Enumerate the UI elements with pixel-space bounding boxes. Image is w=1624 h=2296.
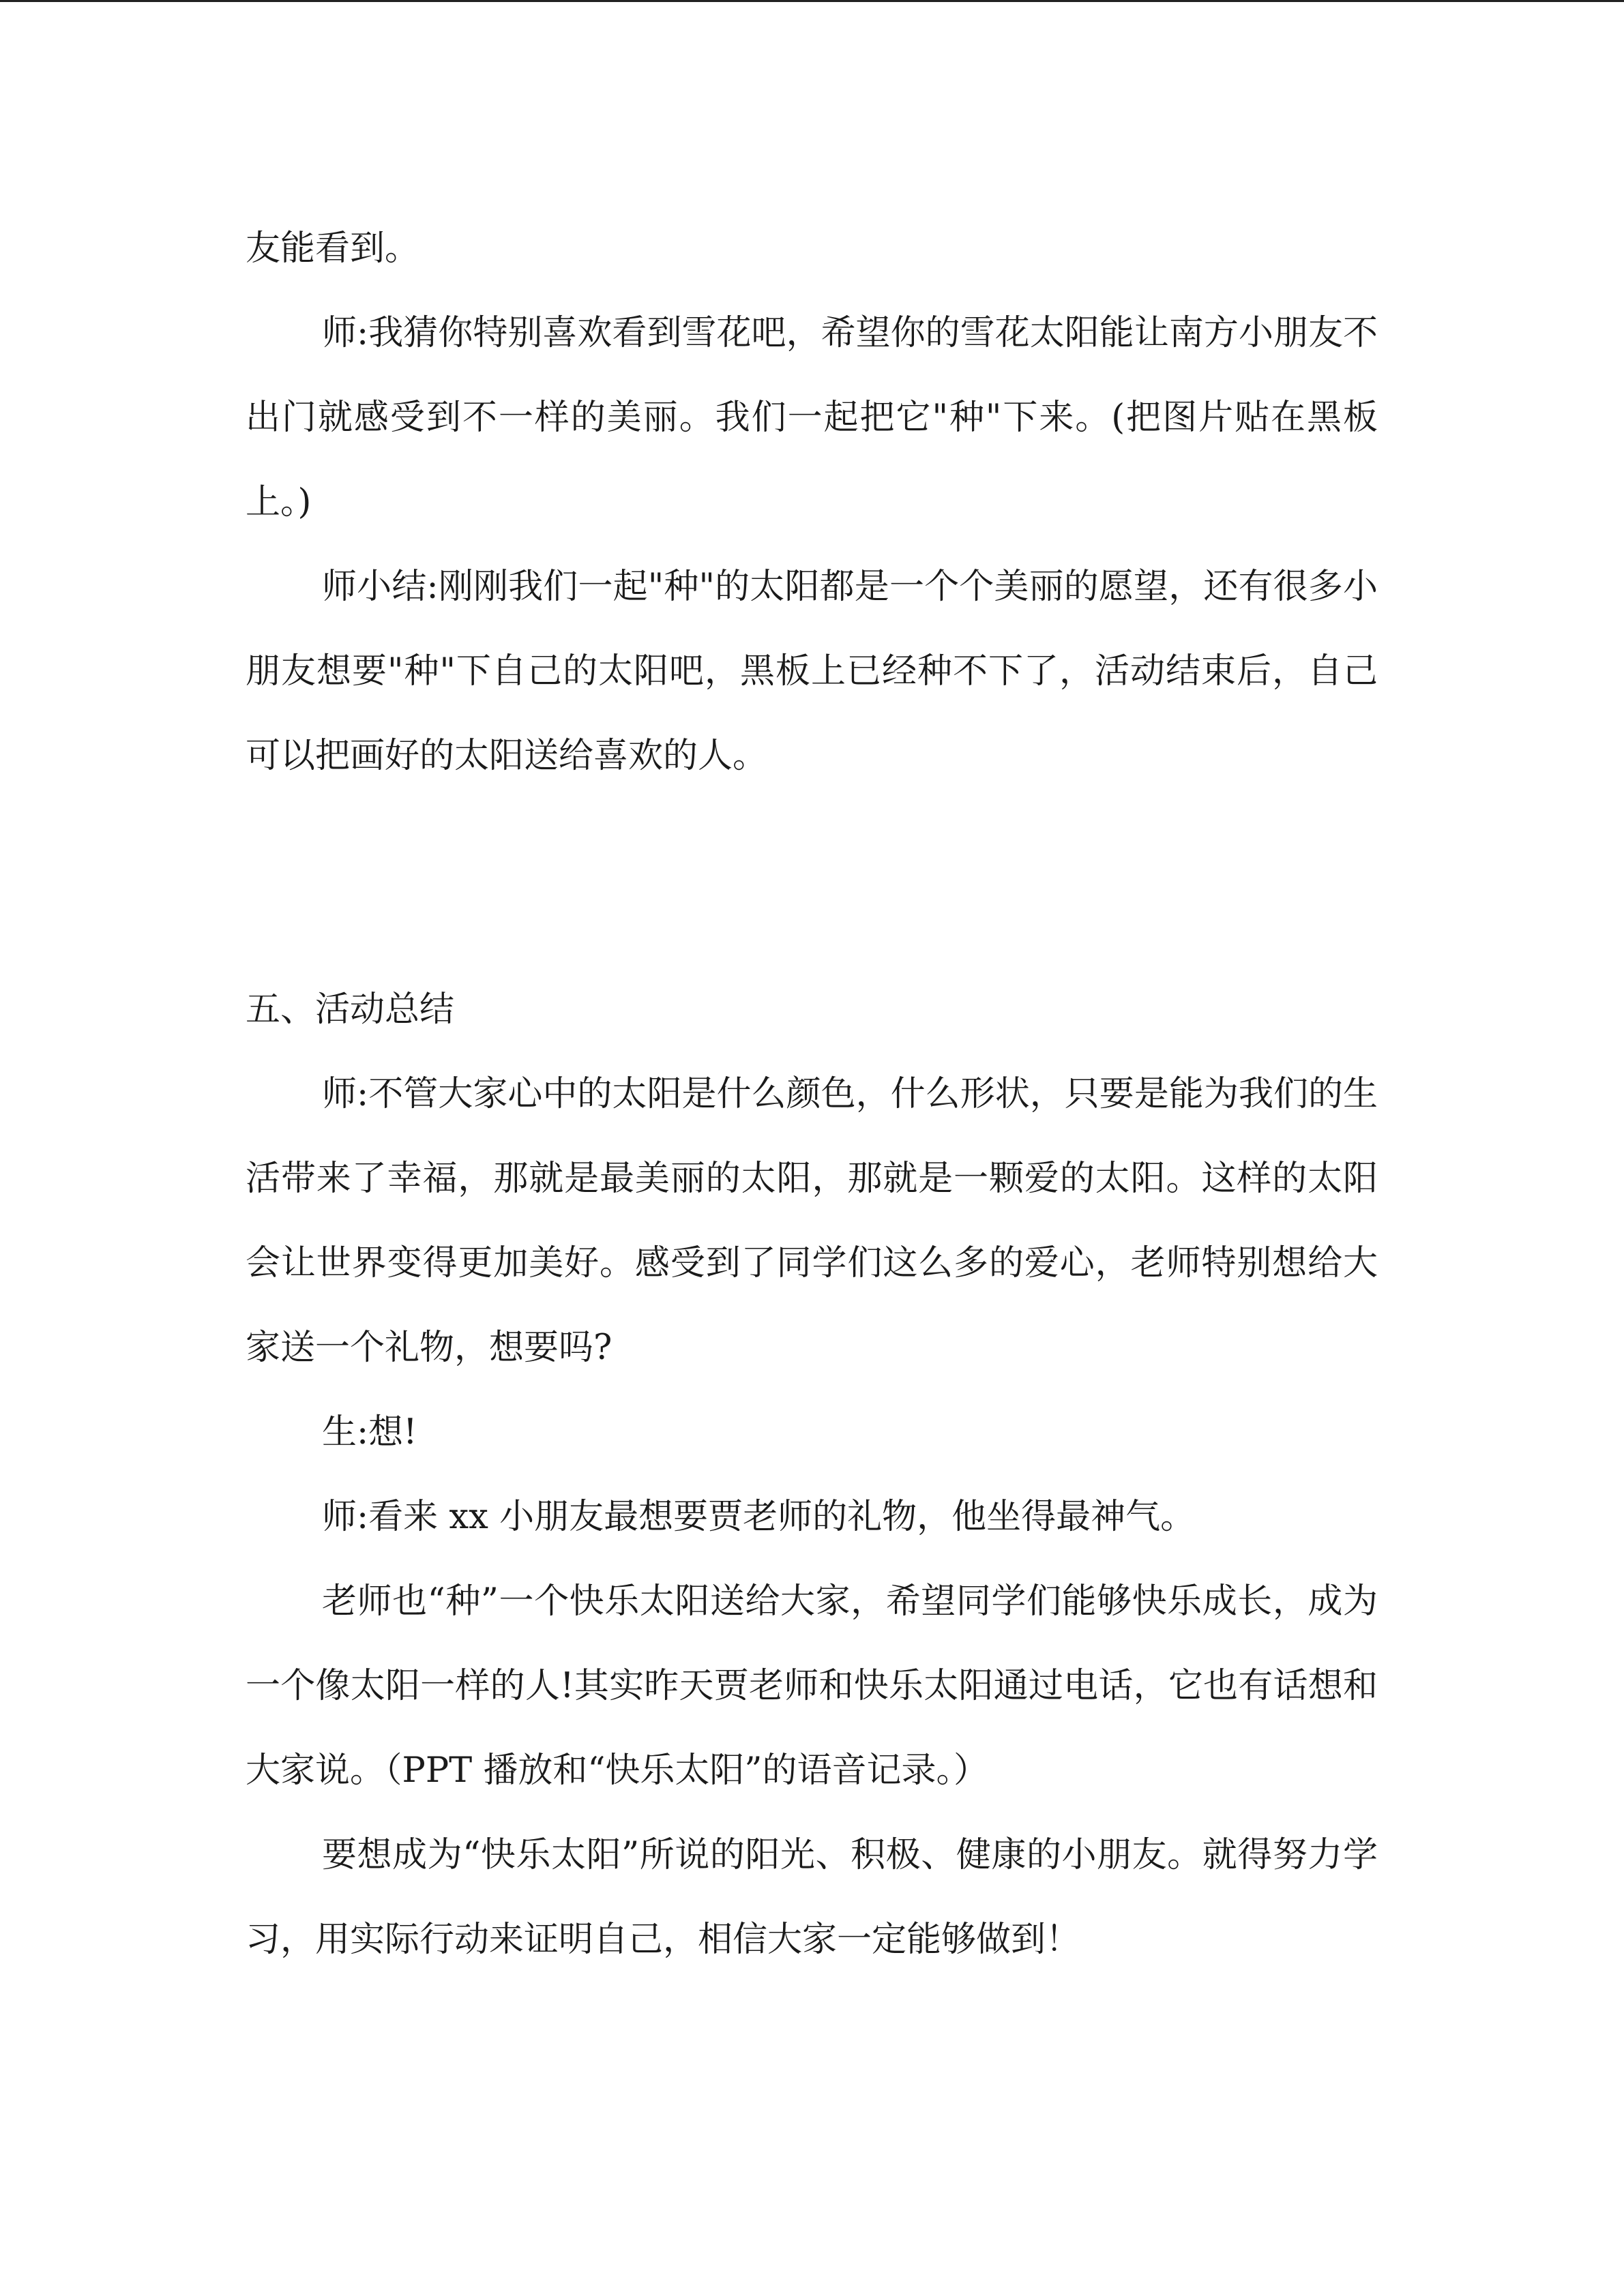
paragraph-student-reply: 生:想! bbox=[322, 1412, 417, 1452]
paragraph-teacher-summary: 师小结:刚刚我们一起"种"的太阳都是一个个美丽的愿望，还有很多小朋友想要"种"下自己的太阳吧，黑板上已经种不下了，活动结束后，自己可以把画好的太阳送给喜欢的人。 bbox=[246, 567, 1378, 776]
paragraph-continuation: 友能看到。 bbox=[246, 228, 420, 269]
paragraph-closing: 要想成为“快乐太阳”所说的阳光、积极、健康的小朋友。就得努力学习，用实际行动来证明自己，相信大家一定能够做到！ bbox=[246, 1835, 1378, 1960]
paragraph-teacher-snowflake: 师:我猜你特别喜欢看到雪花吧，希望你的雪花太阳能让南方小朋友不出门就感受到不一样的美丽。我们一起把它"种"下来。(把图片贴在黑板上。) bbox=[246, 313, 1378, 522]
section-spacer bbox=[246, 799, 1378, 968]
document-body bbox=[246, 207, 1378, 1982]
paragraph-happy-sun: 老师也“种”一个快乐太阳送给大家，希望同学们能够快乐成长，成为一个像太阳一样的人!其实昨天贾老师和快乐太阳通过电话，它也有话想和大家说。（PPT 播放和“快乐太阳”的语音记录。） bbox=[246, 1581, 1378, 1791]
paragraph-teacher-sun: 师:不管大家心中的太阳是什么颜色，什么形状，只要是能为我们的生活带来了幸福，那就是最美丽的太阳，那就是一颗爱的太阳。这样的太阳会让世界变得更加美好。感受到了同学们这么多的爱心，老师特别想给大家送一个礼物，想要吗? bbox=[246, 1074, 1378, 1368]
section-heading: 五、活动总结 bbox=[246, 989, 455, 1030]
paragraph-teacher-gift: 师:看来 xx 小朋友最想要贾老师的礼物，他坐得最神气。 bbox=[322, 1497, 1196, 1537]
